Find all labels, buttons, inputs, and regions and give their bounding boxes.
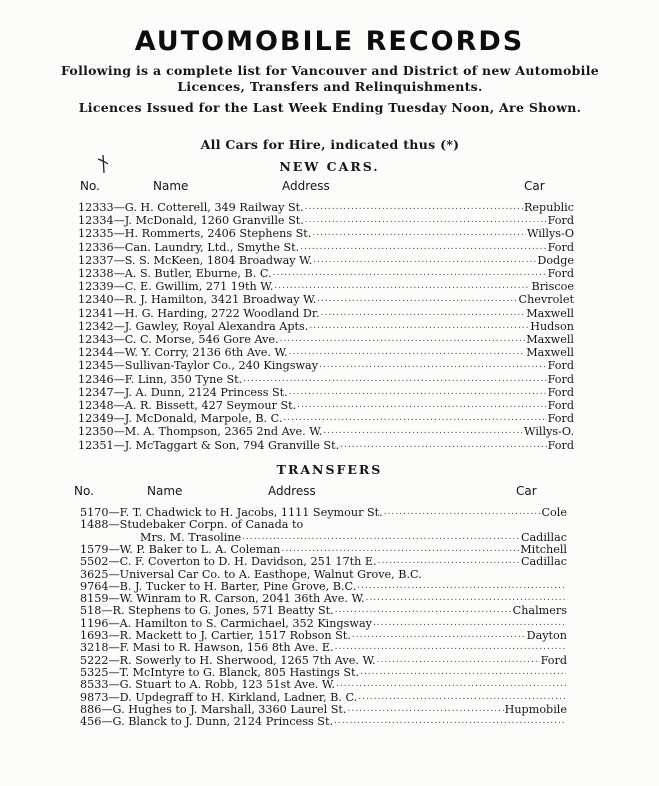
car-make: Cadillac xyxy=(520,555,567,569)
dot-leader xyxy=(366,592,566,605)
column-name: Name xyxy=(147,484,183,498)
entry-text: 456—G. Blanck to J. Dunn, 2124 Princess St. xyxy=(80,715,334,729)
list-item xyxy=(80,580,567,593)
list-item xyxy=(78,412,574,425)
dot-leader xyxy=(319,359,547,372)
entry-text: 3625—Universal Car Co. to A. Easthope, Walnut Grove, B.C. xyxy=(80,567,422,581)
car-make: Dayton xyxy=(526,629,567,642)
new-cars-column-headers xyxy=(0,179,659,195)
list-item xyxy=(80,568,567,581)
entry-text: 12347—J. A. Dunn, 2124 Princess St. xyxy=(78,385,288,399)
dot-leader xyxy=(347,703,503,716)
entry-text: 12343—C. C. Morse, 546 Gore Ave. xyxy=(78,333,279,346)
dot-leader xyxy=(384,506,541,519)
entry-text: 12342—J. Gawley, Royal Alexandra Apts. xyxy=(78,319,309,333)
dot-leader xyxy=(274,280,530,293)
dot-leader xyxy=(280,333,526,346)
dot-leader xyxy=(297,399,546,412)
dot-leader xyxy=(313,254,536,267)
dot-leader xyxy=(273,267,547,280)
list-item xyxy=(80,654,567,667)
list-item xyxy=(78,267,574,280)
list-item xyxy=(80,592,567,605)
car-make: Mitchell xyxy=(520,542,567,556)
dot-leader xyxy=(300,241,546,254)
week-note: Licences Issued for the Last Week Ending Tuesday Noon, Are Shown. xyxy=(78,100,582,115)
column-name: Name xyxy=(153,179,189,193)
entry-text: 1196—A. Hamilton to S. Carmichael, 352 Kingsway xyxy=(80,616,372,630)
entry-text: 12348—A. R. Bissett, 427 Seymour St. xyxy=(78,399,297,412)
list-item xyxy=(78,307,574,320)
entry-text: 12341—H. G. Harding, 2722 Woodland Dr. xyxy=(78,306,320,320)
page-title: AUTOMOBILE RECORDS xyxy=(134,26,525,57)
entry-text: 518—R. Stephens to G. Jones, 571 Beatty St. xyxy=(80,604,334,618)
car-make: Willys-O. xyxy=(524,425,574,439)
car-make: Cadillac xyxy=(520,530,567,544)
car-make: Ford xyxy=(547,438,574,452)
list-item xyxy=(78,399,574,412)
car-make: Ford xyxy=(540,653,567,667)
dot-leader xyxy=(335,641,566,654)
entry-text: 12351—J. McTaggart & Son, 794 Granville St. xyxy=(78,438,340,452)
car-make: Ford xyxy=(547,214,574,228)
entry-text: 1693—R. Mackett to J. Cartier, 1517 Robson St. xyxy=(80,629,351,642)
list-item xyxy=(78,254,574,267)
list-item xyxy=(78,214,574,227)
entry-text: Mrs. M. Trasoline xyxy=(140,530,242,544)
car-make: Hudson xyxy=(530,319,574,333)
dot-leader xyxy=(336,678,566,691)
column-no: No. xyxy=(74,484,94,498)
entry-text: 8159—W. Winram to R. Carson, 2041 36th Ave. W. xyxy=(80,592,365,606)
list-item xyxy=(80,703,567,716)
dot-leader xyxy=(358,691,566,704)
hire-note: All Cars for Hire, indicated thus (*) xyxy=(200,137,460,152)
entry-text: 12350—M. A. Thompson, 2365 2nd Ave. W. xyxy=(78,425,323,439)
dot-leader xyxy=(423,568,566,581)
car-make: Maxwell xyxy=(526,306,574,320)
entry-text: 3218—F. Masi to R. Hawson, 156 8th Ave. E. xyxy=(80,641,334,655)
list-item xyxy=(78,227,574,240)
new-cars-heading: NEW CARS. xyxy=(279,159,380,174)
entry-text: 5170—F. T. Chadwick to H. Jacobs, 1111 Seymour St. xyxy=(80,506,383,519)
list-item xyxy=(78,333,574,346)
car-make: Chevrolet xyxy=(518,293,574,307)
car-make: Cole xyxy=(541,506,567,519)
car-make: Republic xyxy=(524,201,574,214)
list-item xyxy=(80,666,567,679)
column-address: Address xyxy=(282,179,330,193)
dot-leader xyxy=(357,580,566,593)
car-make: Ford xyxy=(547,359,574,373)
dot-leader xyxy=(321,307,526,320)
list-item xyxy=(78,373,574,386)
dot-leader xyxy=(335,604,512,617)
column-car: Car xyxy=(516,484,537,498)
car-make: Willys-O xyxy=(526,227,574,241)
entry-text: 12338—A. S. Butler, Eburne, B. C. xyxy=(78,267,272,280)
list-item xyxy=(78,359,574,372)
entry-text: 12340—R. J. Hamilton, 3421 Broadway W. xyxy=(78,293,317,307)
car-make: Ford xyxy=(547,385,574,399)
dot-leader xyxy=(283,412,546,425)
column-no: No. xyxy=(80,179,100,193)
list-item xyxy=(78,346,574,359)
car-make: Ford xyxy=(547,399,574,412)
entry-text: 12336—Can. Laundry, Ltd., Smythe St. xyxy=(78,240,300,254)
entry-text: 9873—D. Updegraff to H. Kirkland, Ladner, B. C. xyxy=(80,690,358,704)
dot-leader xyxy=(352,629,526,642)
car-make: Maxwell xyxy=(526,346,574,360)
entry-text: 8533—G. Stuart to A. Robb, 123 51st Ave. W. xyxy=(80,678,336,692)
dot-leader xyxy=(289,346,526,359)
entry-text: 5502—C. F. Coverton to D. H. Davidson, 251 17th E. xyxy=(80,555,377,569)
entry-text: 886—G. Hughes to J. Marshall, 3360 Laurel St. xyxy=(80,702,347,716)
list-item xyxy=(80,715,567,728)
list-item xyxy=(80,506,567,519)
entry-text: 12333—G. H. Cotterell, 349 Railway St. xyxy=(78,201,304,214)
list-item xyxy=(140,531,567,544)
list-item xyxy=(80,543,567,556)
dot-leader xyxy=(334,715,566,728)
column-car: Car xyxy=(524,179,545,193)
dot-leader xyxy=(281,543,519,556)
transfers-heading: TRANSFERS xyxy=(276,462,383,477)
entry-text: 12337—S. S. McKeen, 1804 Broadway W. xyxy=(78,253,313,267)
list-item xyxy=(80,604,567,617)
list-item xyxy=(78,280,574,293)
list-item xyxy=(78,293,574,306)
entry-text: 12346—F. Linn, 350 Tyne St. xyxy=(78,372,243,386)
entry-text: 5325—T. McIntyre to G. Blanck, 805 Hastings St. xyxy=(80,665,360,679)
list-item xyxy=(78,425,574,438)
list-item xyxy=(80,641,567,654)
list-item xyxy=(80,518,567,531)
entry-text: 12334—J. McDonald, 1260 Granville St. xyxy=(78,214,304,228)
entry-text: 12339—C. E. Gwillim, 271 19th W. xyxy=(78,280,274,294)
list-item xyxy=(80,691,567,704)
list-item xyxy=(80,555,567,568)
car-make: Ford xyxy=(547,240,574,254)
dot-leader xyxy=(243,373,546,386)
dot-leader xyxy=(323,425,523,438)
dot-leader xyxy=(377,654,540,667)
dot-leader xyxy=(242,531,520,544)
car-make: Briscoe xyxy=(531,280,574,294)
dot-leader xyxy=(305,214,547,227)
dot-leader xyxy=(305,201,523,214)
entry-text: 12344—W. Y. Corry, 2136 6th Ave. W. xyxy=(78,346,288,360)
dot-leader xyxy=(340,439,546,452)
list-item xyxy=(78,439,574,452)
entry-text: 9764—B. J. Tucker to H. Barter, Pine Grove, B.C. xyxy=(80,579,357,593)
list-item xyxy=(80,629,567,642)
car-make: Maxwell xyxy=(526,333,574,346)
entry-text: 12335—H. Rommerts, 2406 Stephens St. xyxy=(78,227,312,241)
entry-text: 12349—J. McDonald, Marpole, B. C. xyxy=(78,412,283,426)
car-make: Hupmobile xyxy=(504,702,567,716)
dot-leader xyxy=(312,227,526,240)
column-address: Address xyxy=(268,484,316,498)
entry-text: 1488—Studebaker Corpn. of Canada to xyxy=(80,518,304,532)
dot-leader xyxy=(373,617,566,630)
transfers-column-headers xyxy=(0,484,659,500)
dot-leader xyxy=(360,666,566,679)
dot-leader xyxy=(309,320,529,333)
dot-leader xyxy=(378,555,520,568)
list-item xyxy=(78,241,574,254)
list-item xyxy=(80,678,567,691)
dot-leader xyxy=(304,518,566,531)
list-item xyxy=(78,201,574,214)
dot-leader xyxy=(317,293,517,306)
car-make: Ford xyxy=(547,267,574,280)
list-item xyxy=(80,617,567,630)
car-make: Dodge xyxy=(537,253,574,267)
intro-text: Following is a complete list for Vancouver and District of new Automobile Licences, Transfers and Relinquishments. xyxy=(60,63,600,94)
entry-text: 12345—Sullivan-Taylor Co., 240 Kingsway xyxy=(78,359,319,373)
car-make: Ford xyxy=(547,412,574,426)
list-item xyxy=(78,386,574,399)
dot-leader xyxy=(289,386,547,399)
car-make: Ford xyxy=(547,372,574,386)
entry-text: 5222—R. Sowerly to H. Sherwood, 1265 7th Ave. W. xyxy=(80,653,376,667)
entry-text: 1579—W. P. Baker to L. A. Coleman xyxy=(80,542,281,556)
list-item xyxy=(78,320,574,333)
car-make: Chalmers xyxy=(512,604,567,618)
